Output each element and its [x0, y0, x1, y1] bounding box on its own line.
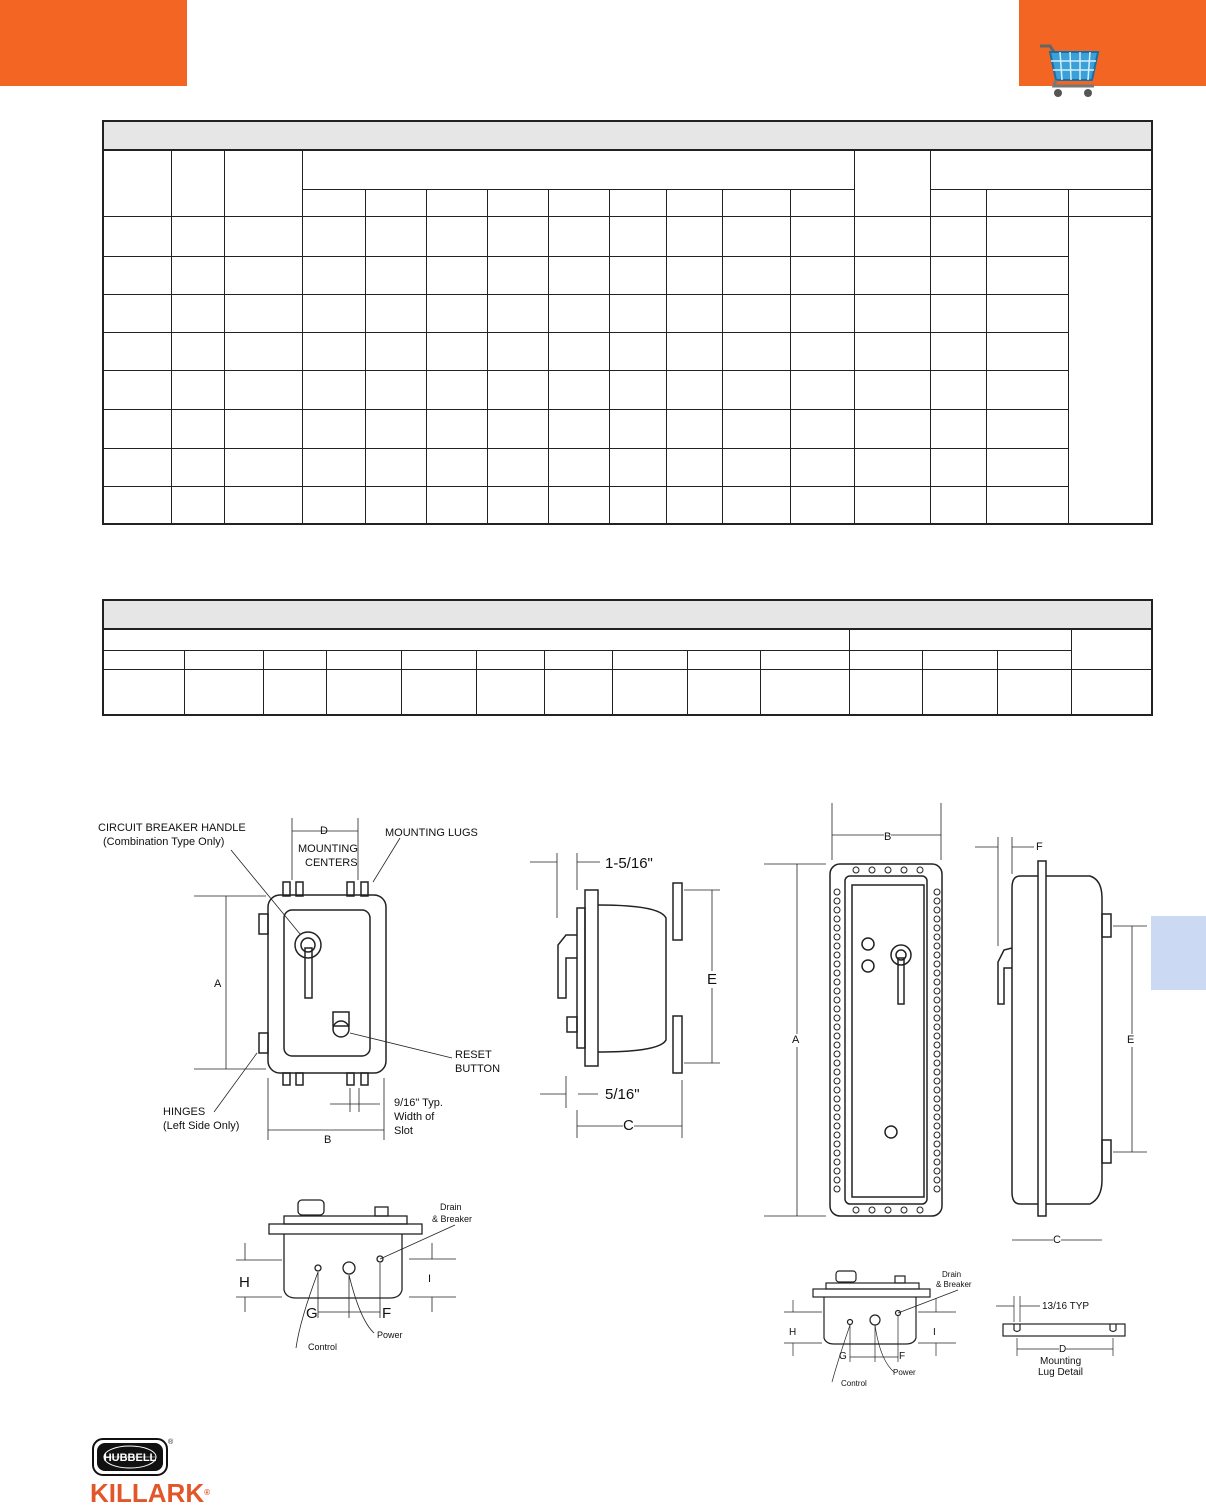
killark-text: KILLARK	[90, 1478, 205, 1508]
dim-i-label: I	[428, 1273, 432, 1285]
drain-label-right: Drain	[942, 1270, 962, 1279]
dim-f-label: F	[382, 1305, 392, 1322]
lug-detail-label: Lug Detail	[1038, 1367, 1084, 1378]
circuit-breaker-handle-label: CIRCUIT BREAKER HANDLE	[98, 822, 246, 834]
dim-d-label: D	[320, 825, 328, 837]
centers-label: CENTERS	[305, 857, 358, 869]
dim-i-label-right: I	[933, 1327, 936, 1338]
dim-a-label: A	[214, 978, 222, 990]
combination-note-label: (Combination Type Only)	[103, 836, 225, 848]
dim-e-label: E	[707, 971, 718, 988]
button-label: BUTTON	[455, 1063, 501, 1075]
dim-g-label-right: G	[839, 1351, 847, 1362]
large-dim-b-label: B	[884, 831, 892, 843]
mounting-label-lug: Mounting	[1040, 1356, 1082, 1367]
drain-breaker-label: & Breaker	[432, 1214, 473, 1224]
dim-b-label: B	[324, 1134, 332, 1146]
killark-registered-mark: ®	[204, 1488, 210, 1497]
mounting-lugs-label: MOUNTING LUGS	[385, 827, 478, 839]
hinges-note-label: (Left Side Only)	[163, 1120, 240, 1132]
hubbell-text: HUBBELL	[103, 1452, 157, 1464]
hinges-label: HINGES	[163, 1106, 206, 1118]
dim-5-16-label: 5/16"	[605, 1086, 640, 1103]
killark-logo	[90, 1480, 210, 1506]
lug-dim-d-label: D	[1059, 1344, 1067, 1355]
large-dim-a-label: A	[792, 1034, 800, 1046]
reset-label: RESET	[455, 1049, 492, 1061]
hubbell-registered-mark: ®	[168, 1439, 174, 1446]
slot-label-3: Slot	[394, 1125, 413, 1137]
large-dim-e-label: E	[1127, 1034, 1135, 1046]
slot-label-2: Width of	[394, 1111, 435, 1123]
hubbell-logo	[92, 1438, 168, 1476]
dim-h-label: H	[239, 1274, 250, 1291]
lug-typ-label: 13/16 TYP	[1042, 1301, 1090, 1312]
dim-g-label: G	[306, 1305, 318, 1322]
control-label-right: Control	[841, 1379, 867, 1388]
control-label: Control	[308, 1342, 338, 1352]
power-label-right: Power	[893, 1368, 916, 1377]
dim-h-label-right: H	[789, 1327, 797, 1338]
dim-1-5-16-label: 1-5/16"	[605, 855, 653, 872]
dim-f-label-right: F	[899, 1351, 906, 1362]
power-label: Power	[377, 1330, 403, 1340]
slot-label-1: 9/16" Typ.	[394, 1097, 443, 1109]
dim-c-label: C	[623, 1117, 634, 1134]
mounting-label: MOUNTING	[298, 843, 358, 855]
large-dim-f-label: F	[1036, 841, 1043, 853]
drain-breaker-label-right: & Breaker	[936, 1280, 972, 1289]
drain-label: Drain	[440, 1202, 462, 1212]
large-dim-c-label: C	[1053, 1234, 1061, 1246]
